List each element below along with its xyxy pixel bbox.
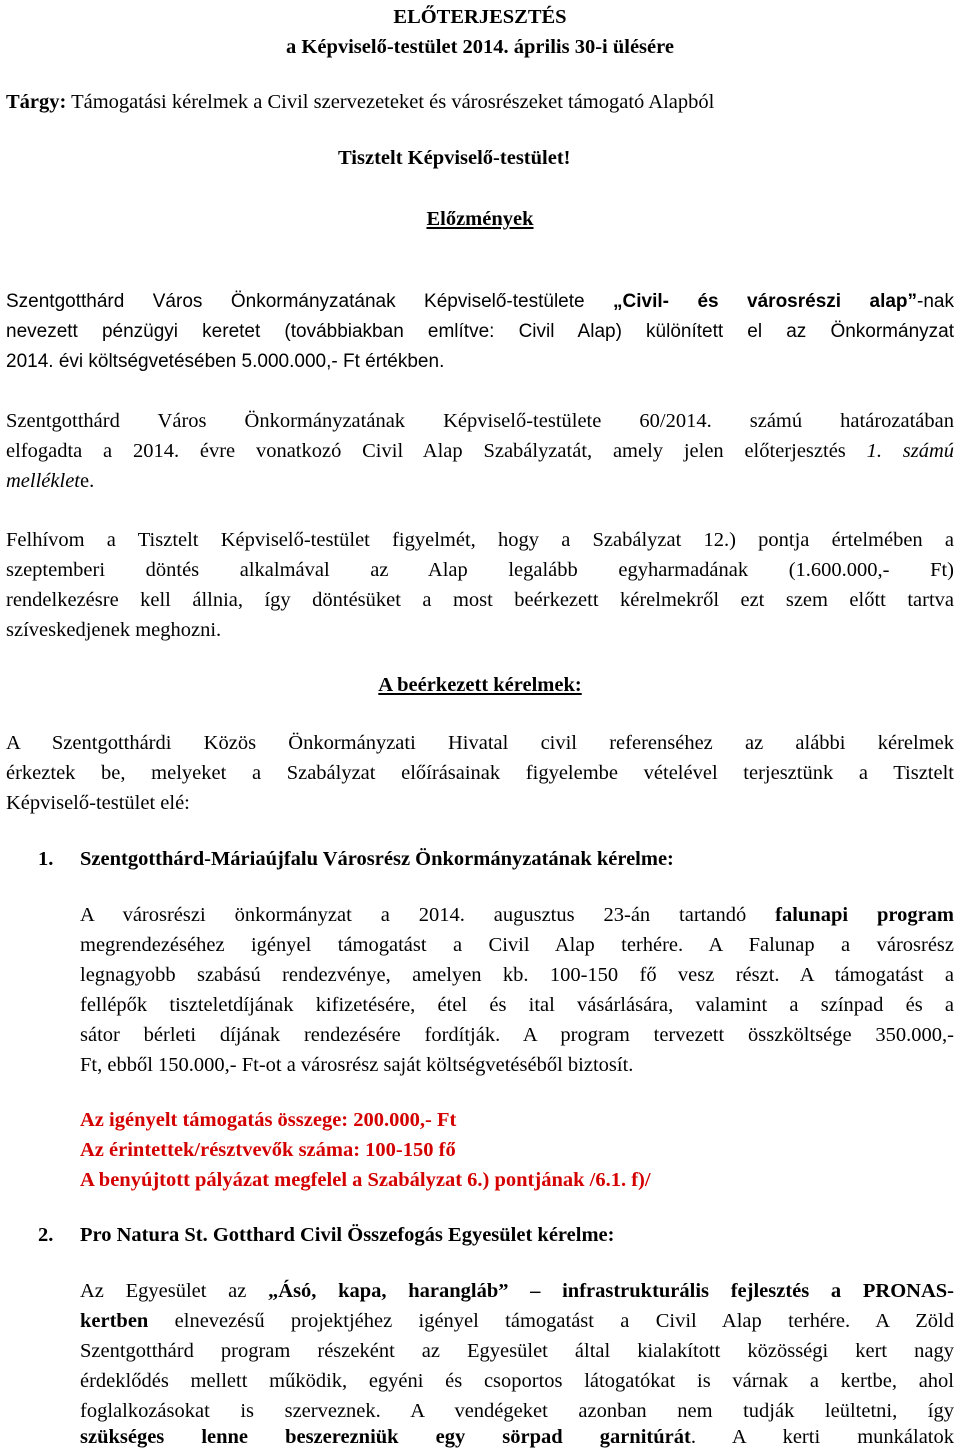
subject-label: Tárgy: <box>6 91 67 113</box>
background-p3-line3: rendelkezésre kell állnia, így döntésüket a most beérkezett kérelmekről ezt szem előtt tartva <box>6 589 954 611</box>
item1-line5: sátor bérleti díjának rendezésére fordítják. A program tervezett összköltsége 350.000,- <box>80 1024 954 1046</box>
item2-title: Pro Natura St. Gotthard Civil Összefogás Egyesület kérelme: <box>80 1224 615 1246</box>
item2-line1: Az Egyesület az „Ásó, kapa, harangláb” – infrastrukturális fejlesztés a PRONAS- <box>80 1280 954 1302</box>
salutation: Tisztelt Képviselő-testület! <box>338 147 571 169</box>
document-title: ELŐTERJESZTÉS <box>393 6 567 28</box>
item2-line2: kertben elnevezésű projektjéhez igényel támogatást a Civil Alap terhére. A Zöld <box>80 1310 954 1332</box>
item1-title: Szentgotthárd-Máriaújfalu Városrész Önkormányzatának kérelme: <box>80 848 674 870</box>
item2-heading <box>6 1220 954 1250</box>
item2-line4: érdeklődés mellett működik, egyéni és csoportos látogatókat is várnak a kertbe, ahol <box>80 1370 954 1392</box>
item1-compliance: A benyújtott pályázat megfelel a Szabályzat 6.) pontjának /6.1. f)/ <box>80 1169 651 1191</box>
background-p2-line1: Szentgotthárd Város Önkormányzatának Képviselő-testülete 60/2014. számú határozatában <box>6 410 954 432</box>
item1-heading <box>6 844 954 874</box>
subject-line <box>6 87 954 117</box>
background-p3-line2: szeptemberi döntés alkalmával az Alap legalább egyharmadának (1.600.000,- Ft) <box>6 559 954 581</box>
background-p2-line3: melléklete. <box>6 470 95 492</box>
item1-line4: fellépők tiszteletdíjának kifizetésére, étel és ital vásárlására, valamint a színpad és a <box>80 994 954 1016</box>
item1-line2: megrendezéséhez igényel támogatást a Civil Alap terhére. A Falunap a városrész <box>80 934 954 956</box>
background-p1-line3: 2014. évi költségvetésében 5.000.000,- Ft értékben. <box>6 351 445 372</box>
item2-number: 2. <box>38 1224 54 1246</box>
document-subtitle: a Képviselő-testület 2014. április 30-i ülésére <box>286 36 674 58</box>
requests-intro-line3: Képviselő-testület elé: <box>6 792 190 814</box>
item1-line3: legnagyobb szabású rendezvénye, amelyen kb. 100-150 fő vesz részt. A támogatást a <box>80 964 954 986</box>
requests-intro-line1: A Szentgotthárdi Közös Önkormányzati Hivatal civil referenséhez az alábbi kérelmek <box>6 732 954 754</box>
requests-intro-line2: érkeztek be, melyeket a Szabályzat előírásainak figyelembe vételével terjesztünk a Tisztelt <box>6 762 954 784</box>
item2-line5: foglalkozásokat is szerveznek. A vendégeket azonban nem tudják leültetni, így <box>80 1400 954 1422</box>
item1-number: 1. <box>38 848 54 870</box>
background-p3-line1: Felhívom a Tisztelt Képviselő-testület figyelmét, hogy a Szabályzat 12.) pontja értelmében a <box>6 529 954 551</box>
background-p3-line4: szíveskedjenek meghozni. <box>6 619 222 641</box>
background-p1-line2: nevezett pénzügyi keretet (továbbiakban említve: Civil Alap) különített el az Önkormányzat <box>6 321 954 342</box>
item1-line1: A városrészi önkormányzat a 2014. augusztus 23-án tartandó falunapi program <box>80 904 954 926</box>
item1-participants: Az érintettek/résztvevők száma: 100-150 fő <box>80 1139 456 1161</box>
item1-requested-amount: Az igényelt támogatás összege: 200.000,- Ft <box>80 1109 457 1131</box>
item1-line6: Ft, ebből 150.000,- Ft-ot a városrész saját költségvetéséből biztosít. <box>80 1054 634 1076</box>
background-p2-line2: elfogadta a 2014. évre vonatkozó Civil Alap Szabályzatát, amely jelen előterjesztés 1. számú <box>6 440 955 462</box>
requests-heading: A beérkezett kérelmek: <box>378 674 582 696</box>
item2-line3: Szentgotthárd program részeként az Egyesület által kialakított közösségi kert nagy <box>80 1340 954 1362</box>
background-heading: Előzmények <box>426 208 534 230</box>
item2-line6: szükséges lenne beszerezniük egy sörpad garnitúrát. A kerti munkálatok <box>80 1426 954 1448</box>
background-p1-line1: Szentgotthárd Város Önkormányzatának Képviselő-testülete „Civil- és városrészi alap”-nak <box>6 291 954 312</box>
subject-text: Támogatási kérelmek a Civil szervezeteket és városrészeket támogató Alapból <box>66 91 715 113</box>
